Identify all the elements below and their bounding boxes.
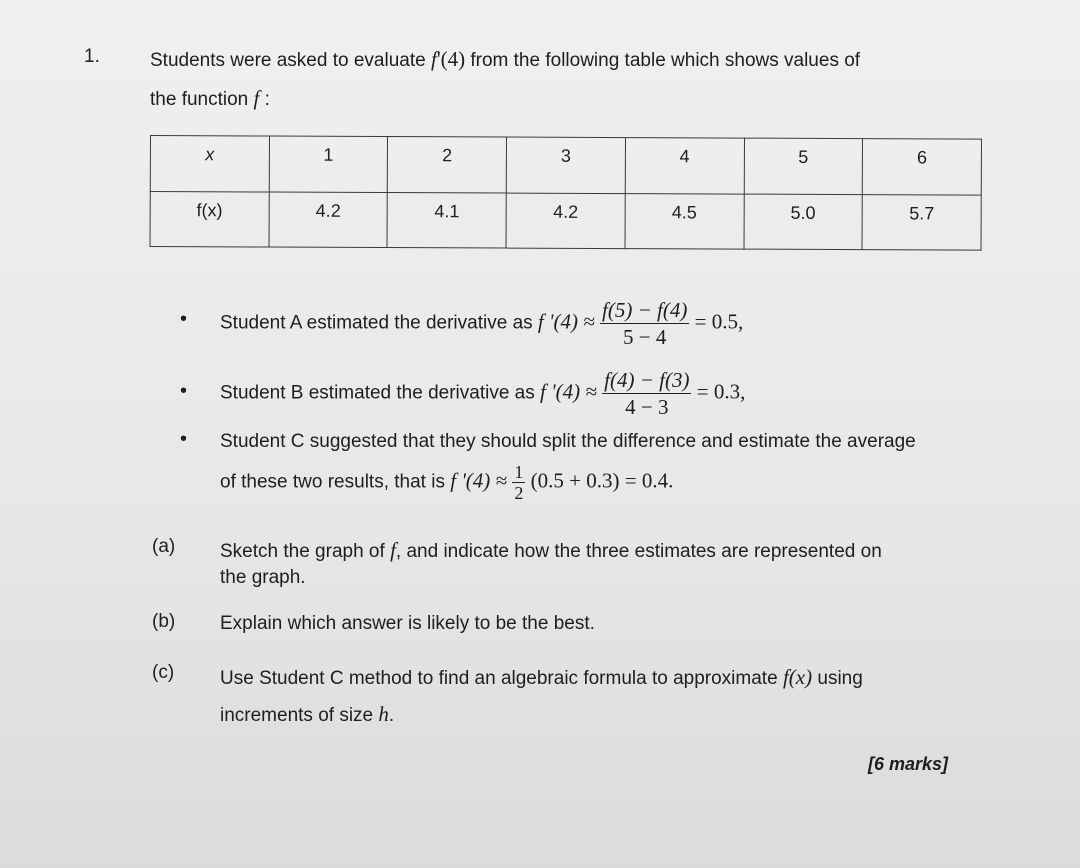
intro-text-a: Students were asked to evaluate [150, 50, 426, 71]
student-c-text: of these two results, that is [220, 471, 445, 493]
intro2-f: f [253, 86, 260, 110]
table-cell: 4.2 [506, 193, 625, 249]
student-c-numerator: 1 [514, 462, 524, 482]
question-intro-line1 [150, 47, 860, 72]
table-cell: x [150, 136, 269, 192]
table-cell: 5 [744, 138, 863, 194]
part-a-text-b: , and indicate how the three estimates are represented on [395, 541, 882, 562]
bullet-student-c-line2 [220, 462, 673, 503]
table-cell: 2 [388, 137, 507, 193]
part-b-label: (b) [152, 611, 176, 632]
table-cell: 6 [862, 139, 981, 195]
part-c-h: h [378, 702, 389, 726]
bullet-student-b [220, 367, 745, 420]
part-c-fx: f(x) [782, 665, 813, 689]
table-cell: 4 [625, 138, 744, 194]
student-b-fraction [602, 367, 691, 420]
student-a-result: = 0.5, [694, 309, 744, 334]
table-cell: 4.2 [269, 192, 388, 248]
table-cell: 1 [269, 136, 388, 192]
student-c-lhs: f '(4) ≈ [450, 468, 508, 493]
table-cell: 4.1 [387, 192, 506, 248]
marks-label: [6 marks] [868, 754, 949, 774]
student-b-lhs: f '(4) ≈ [540, 379, 597, 404]
bullet-dot: • [180, 308, 188, 330]
student-b-result: = 0.3, [696, 379, 746, 404]
table-cell: 3 [506, 137, 625, 193]
bullet-student-c-line1: Student C suggested that they should split the difference and estimate the average [220, 431, 916, 452]
intro-prime4: '(4) [436, 47, 466, 71]
student-a-text: Student A estimated the derivative as [220, 312, 533, 334]
student-b-denominator: 4 − 3 [625, 395, 669, 419]
part-a-line1 [220, 538, 882, 563]
values-table [150, 135, 982, 251]
intro2-colon: : [264, 89, 270, 110]
table-cell: 5.7 [862, 194, 981, 250]
part-a-text-a: Sketch the graph of [220, 541, 385, 562]
bullet-dot: • [180, 380, 188, 402]
question-number: 1. [84, 46, 100, 67]
student-a-denominator: 5 − 4 [623, 325, 667, 349]
table-cell: 5.0 [744, 194, 863, 250]
table-cell: 4.5 [625, 193, 744, 249]
student-b-numerator: f(4) − f(3) [604, 368, 690, 392]
student-a-lhs: f '(4) ≈ [537, 309, 595, 334]
intro-f: f [430, 47, 437, 71]
part-c-line1 [220, 665, 863, 690]
question-intro-line2 [150, 86, 270, 111]
part-c-text-c: increments of size [220, 705, 374, 726]
part-c-text-b: using [817, 668, 863, 689]
student-c-denominator: 2 [514, 483, 524, 503]
table-row-x [150, 136, 981, 195]
intro2-text: the function [150, 89, 249, 110]
student-c-fraction [512, 462, 525, 503]
part-c-line2 [220, 702, 394, 727]
part-c-text-a: Use Student C method to find an algebraic formula to approximate [220, 668, 778, 689]
bullet-dot: • [180, 428, 188, 450]
part-a-label: (a) [152, 536, 176, 557]
part-c-period: . [388, 705, 395, 726]
student-b-text: Student B estimated the derivative as [220, 382, 535, 404]
part-a-line2: the graph. [220, 567, 306, 588]
intro-derivative [431, 47, 465, 71]
part-c-label: (c) [152, 662, 175, 683]
student-a-fraction [600, 297, 689, 350]
part-b-line1: Explain which answer is likely to be the best. [220, 613, 595, 634]
table-cell: f(x) [150, 191, 269, 247]
student-c-result: (0.5 + 0.3) = 0.4. [530, 468, 674, 493]
bullet-student-a [220, 297, 743, 350]
part-a-f: f [390, 538, 396, 562]
intro-text-b: from the following table which shows values of [470, 50, 861, 71]
table-row-fx [150, 191, 981, 250]
student-a-numerator: f(5) − f(4) [602, 298, 688, 322]
